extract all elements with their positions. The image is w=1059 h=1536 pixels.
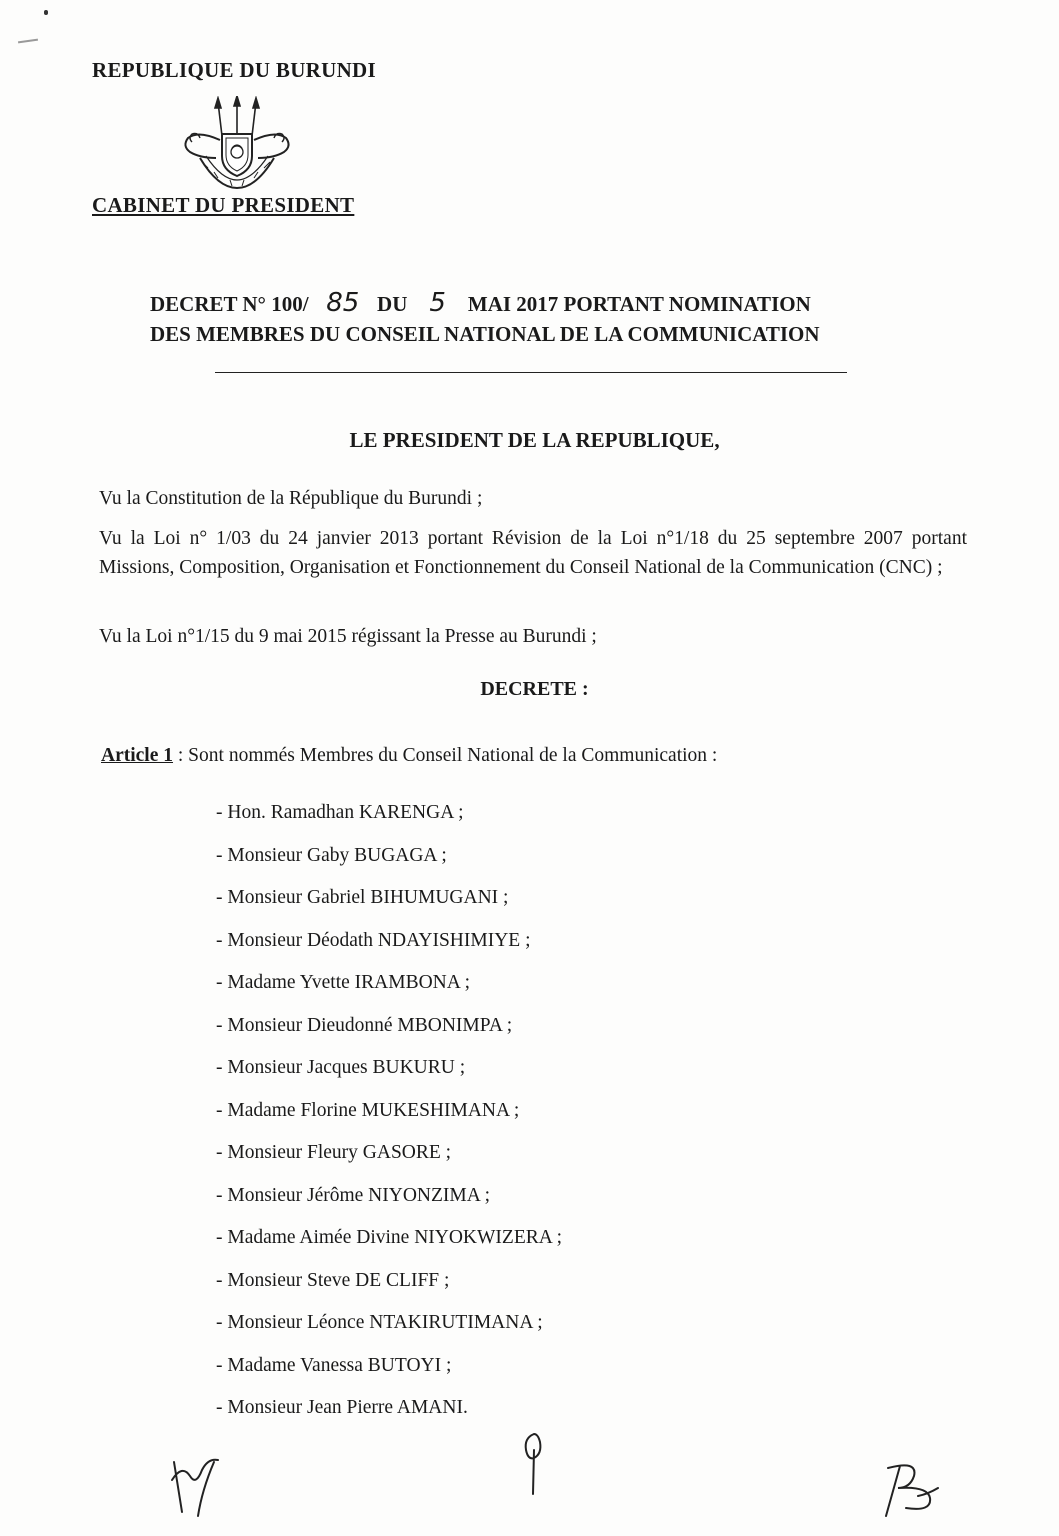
- members-list: [216, 798, 562, 1436]
- coat-of-arms-emblem: [178, 96, 296, 192]
- article-1-text: : Sont nommés Membres du Conseil National de la Communication :: [173, 745, 718, 766]
- list-item: - Madame Vanessa BUTOYI ;: [216, 1354, 452, 1376]
- list-item: - Monsieur Gabriel BIHUMUGANI ;: [216, 887, 509, 908]
- list-item: - Monsieur Steve DE CLIFF ;: [216, 1269, 450, 1291]
- title-divider: [215, 372, 847, 373]
- republic-heading: REPUBLIQUE DU BURUNDI: [92, 58, 376, 82]
- decree-heading: DECRETE :: [480, 678, 589, 700]
- initials-signature-left: [168, 1450, 224, 1520]
- decree-title-line2: DES MEMBRES DU CONSEIL NATIONAL DE LA COMMUNICATION: [150, 322, 820, 346]
- handwritten-day: 5: [429, 288, 446, 318]
- cabinet-heading: CABINET DU PRESIDENT: [92, 193, 355, 217]
- list-item: - Monsieur Dieudonné MBONIMPA ;: [216, 1014, 513, 1036]
- consideration-loi-cnc: Vu la Loi n° 1/03 du 24 janvier 2013 portant Révision de la Loi n°1/18 du 25 septembre 2007 portant Missions, Composition, Organisation et Fonctionnement du Conseil National de la Communication (CNC) ;: [99, 528, 967, 578]
- decree-number-prefix: DECRET N° 100/: [150, 292, 309, 316]
- list-item: - Madame Aimée Divine NIYOKWIZERA ;: [216, 1227, 563, 1248]
- scan-speck: [44, 10, 48, 15]
- list-item: - Monsieur Jérôme NIYONZIMA ;: [216, 1184, 491, 1206]
- list-item: - Monsieur Léonce NTAKIRUTIMANA ;: [216, 1312, 543, 1333]
- title-line1-rest: MAI 2017 PORTANT NOMINATION: [467, 292, 811, 316]
- scan-mark: [18, 39, 38, 44]
- list-item: - Madame Yvette IRAMBONA ;: [216, 972, 471, 993]
- list-item: - Hon. Ramadhan KARENGA ;: [216, 802, 464, 823]
- decree-title-line1: [150, 288, 920, 319]
- article-1: [101, 745, 717, 767]
- title-du: DU: [377, 292, 408, 316]
- consideration-constitution: Vu la Constitution de la République du Burundi ;: [99, 488, 483, 509]
- list-item: - Monsieur Gaby BUGAGA ;: [216, 844, 447, 866]
- consideration-loi-presse: Vu la Loi n°1/15 du 9 mai 2015 régissant la Presse au Burundi ;: [99, 626, 597, 647]
- initials-signature-right: [878, 1458, 948, 1520]
- list-item: - Monsieur Jacques BUKURU ;: [216, 1057, 466, 1078]
- list-item: - Madame Florine MUKESHIMANA ;: [216, 1099, 520, 1121]
- list-item: - Monsieur Jean Pierre AMANI.: [216, 1397, 468, 1418]
- initials-signature-center: [520, 1430, 548, 1498]
- list-item: - Monsieur Fleury GASORE ;: [216, 1142, 452, 1163]
- handwritten-decree-number: 85: [326, 288, 360, 318]
- president-heading: LE PRESIDENT DE LA REPUBLIQUE,: [349, 428, 720, 452]
- article-1-label: Article 1: [101, 745, 174, 766]
- decree-title: [150, 288, 920, 349]
- list-item: - Monsieur Déodath NDAYISHIMIYE ;: [216, 929, 531, 951]
